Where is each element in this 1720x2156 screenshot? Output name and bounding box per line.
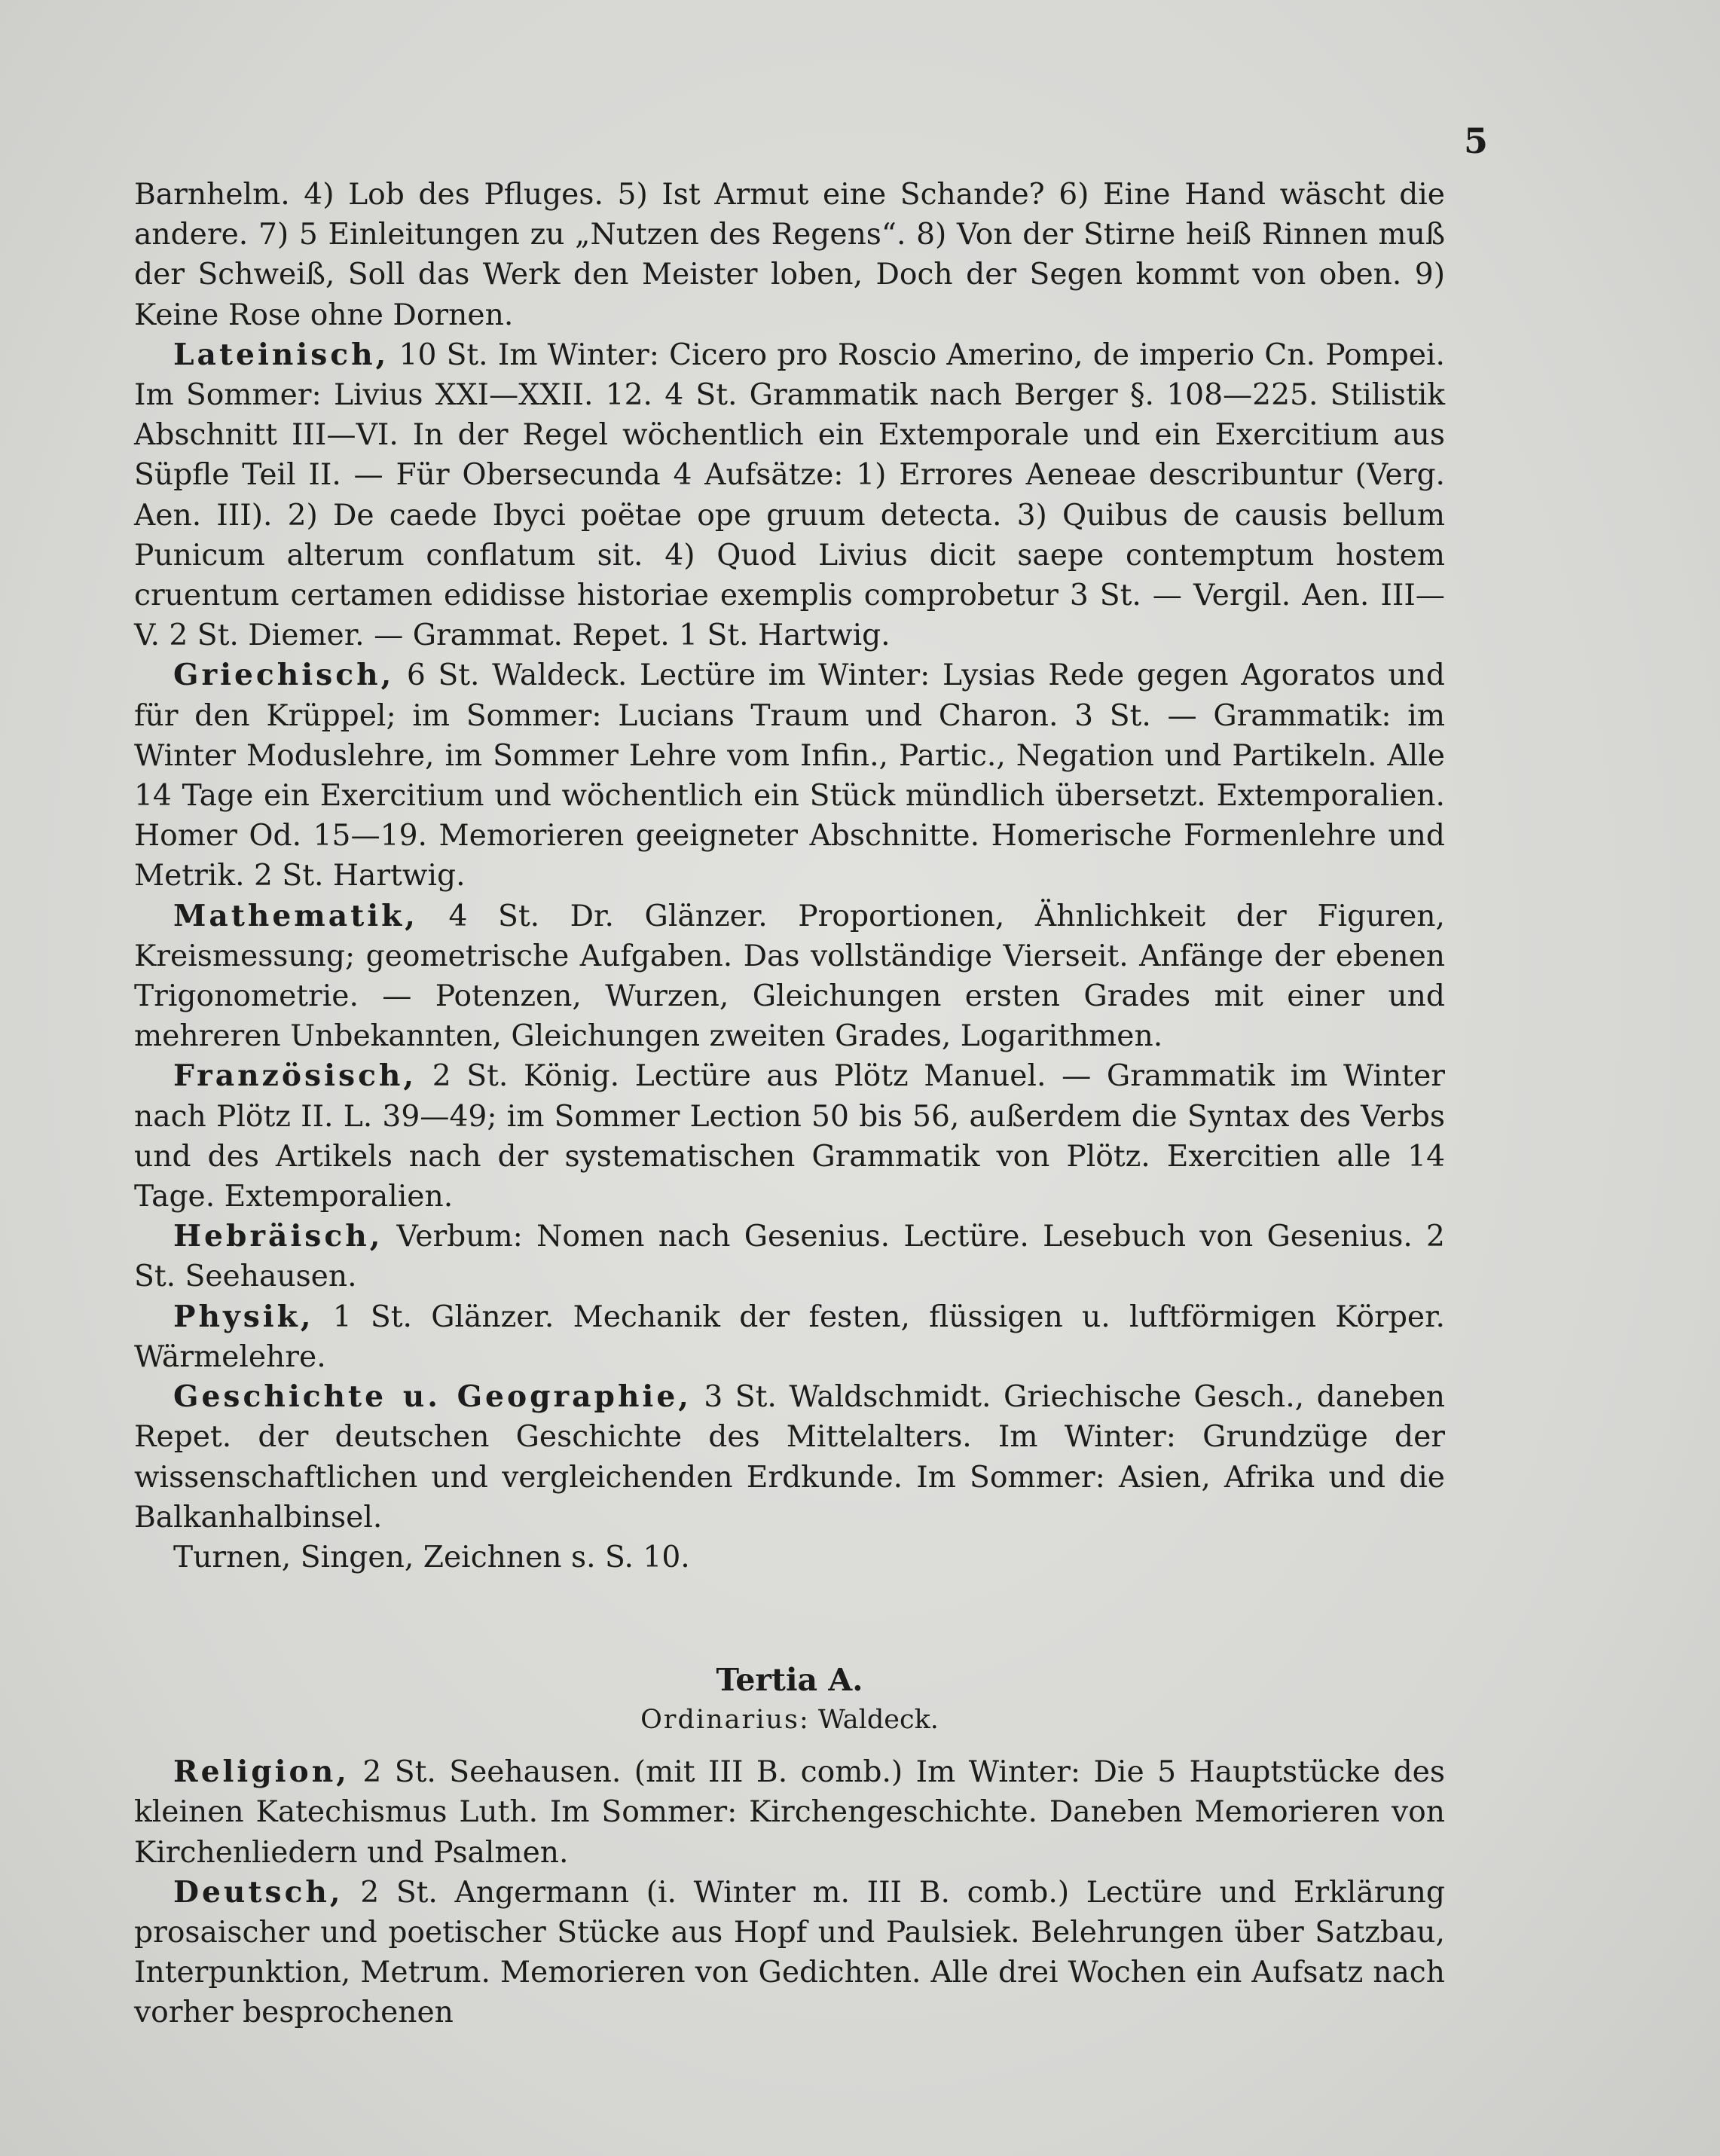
paragraph-geschichte: Geschichte u. Geographie, 3 St. Waldschmidt. Griechische Gesch., daneben Repet. der deutschen Geschichte des Mittelalters. Im Winter: Grundzüge der wissenschaftlichen und vergleichenden Erdkunde. Im Sommer: Asien, Afrika und die Balkanhalbinsel. xyxy=(134,1379,1445,1535)
paragraph-religion: Religion, 2 St. Seehausen. (mit III B. comb.) Im Winter: Die 5 Hauptstücke des kleinen Katechismus Luth. Im Sommer: Kirchengeschichte. Daneben Memorieren von Kirchenliedern und Psalmen. xyxy=(134,1754,1445,1870)
subject-heading: Griechisch, xyxy=(173,658,395,693)
paragraph-griechisch: Griechisch, 6 St. Waldeck. Lectüre im Winter: Lysias Rede gegen Agoratos und für den Krüppel; im Sommer: Lucians Traum und Charon. 3 St. — Grammatik: im Winter Moduslehre, im Sommer Lehre vom Infin., Partic., Negation und Partikeln. Alle 14 Tage ein Exercitium und wöchentlich ein Stück mündlich übersetzt. Extemporalien. Homer Od. 15—19. Memorieren geeigneter Abschnitte. Homerische Formenlehre und Metrik. 2 St. Hartwig. xyxy=(134,658,1445,893)
paragraph-physik: Physik, 1 St. Glänzer. Mechanik der festen, flüssigen u. luftförmigen Körper. Wärmelehre. xyxy=(134,1299,1445,1374)
subject-heading: Französisch, xyxy=(173,1058,417,1094)
ordinarius-label: Ordinarius: xyxy=(640,1705,810,1736)
subject-heading: Mathematik, xyxy=(173,898,418,933)
paragraph-lateinisch: Lateinisch, 10 St. Im Winter: Cicero pro Roscio Amerino, de imperio Cn. Pompei. Im Sommer: Livius XXI—XXII. 12. 4 St. Grammatik nach Berger §. 108—225. Stilistik Abschnitt III—VI. In der Regel wöchentlich ein Extemporale und ein Exercitium aus Süpfle Teil II. — Für Obersecunda 4 Aufsätze: 1) Errores Aeneae describuntur (Verg. Aen. III). 2) De caede Ibyci poëtae ope gruum detecta. 3) Quibus de causis bellum Punicum alterum conflatum sit. 4) Quod Livius dicit saepe contemptum hostem cruentum certamen edidisse historiae exemplis comprobetur 3 St. — Vergil. Aen. III—V. 2 St. Diemer. — Grammat. Repet. 1 St. Hartwig. xyxy=(134,337,1445,653)
subject-heading: Deutsch, xyxy=(173,1874,344,1910)
section-title: Tertia A. xyxy=(716,1662,863,1699)
subject-heading: Geschichte u. Geographie, xyxy=(173,1379,692,1415)
ordinarius-name: Waldeck. xyxy=(809,1705,939,1736)
ordinarius-line xyxy=(134,1701,1445,1739)
paragraph-turnen: Turnen, Singen, Zeichnen s. S. 10. xyxy=(173,1540,690,1574)
paragraph-hebraeisch: Hebräisch, Verbum: Nomen nach Gesenius. Lectüre. Lesebuch von Gesenius. 2 St. Seehausen. xyxy=(134,1219,1445,1294)
page-number: 5 xyxy=(1463,121,1488,161)
paragraph-deutsch-continued: Barnhelm. 4) Lob des Pfluges. 5) Ist Armut eine Schande? 6) Eine Hand wäscht die andere. 7) 5 Einleitungen zu „Nutzen des Regens“. 8) Von der Stirne heiß Rinnen muß der Schweiß, Soll das Werk den Meister loben, Doch der Segen kommt von oben. 9) Keine Rose ohne Dornen. xyxy=(134,178,1445,332)
paragraph-mathematik: Mathematik, 4 St. Dr. Glänzer. Proportionen, Ähnlichkeit der Figuren, Kreismessung; geometrische Aufgaben. Das vollständige Vierseit. Anfänge der ebenen Trigonometrie. — Potenzen, Wurzen, Gleichungen ersten Grades mit einer und mehreren Unbekannten, Gleichungen zweiten Grades, Logarithmen. xyxy=(134,898,1445,1054)
paragraph-deutsch: Deutsch, 2 St. Angermann (i. Winter m. III B. comb.) Lectüre und Erklärung prosaischer und poetischer Stücke aus Hopf und Paulsiek. Belehrungen über Satzbau, Interpunktion, Metrum. Memorieren von Gedichten. Alle drei Wochen ein Aufsatz nach vorher besprochenen xyxy=(134,1874,1445,2030)
subject-heading: Religion, xyxy=(173,1754,350,1790)
subject-heading: Physik, xyxy=(173,1299,314,1334)
text-body xyxy=(134,175,1445,2033)
subject-heading: Hebräisch, xyxy=(173,1219,383,1254)
subject-heading: Lateinisch, xyxy=(173,337,390,372)
paragraph-franzoesisch: Französisch, 2 St. König. Lectüre aus Plötz Manuel. — Grammatik im Winter nach Plötz II. L. 39—49; im Sommer Lection 50 bis 56, außerdem die Syntax des Verbs und des Artikels nach der systematischen Grammatik von Plötz. Exercitien alle 14 Tage. Extemporalien. xyxy=(134,1058,1445,1214)
